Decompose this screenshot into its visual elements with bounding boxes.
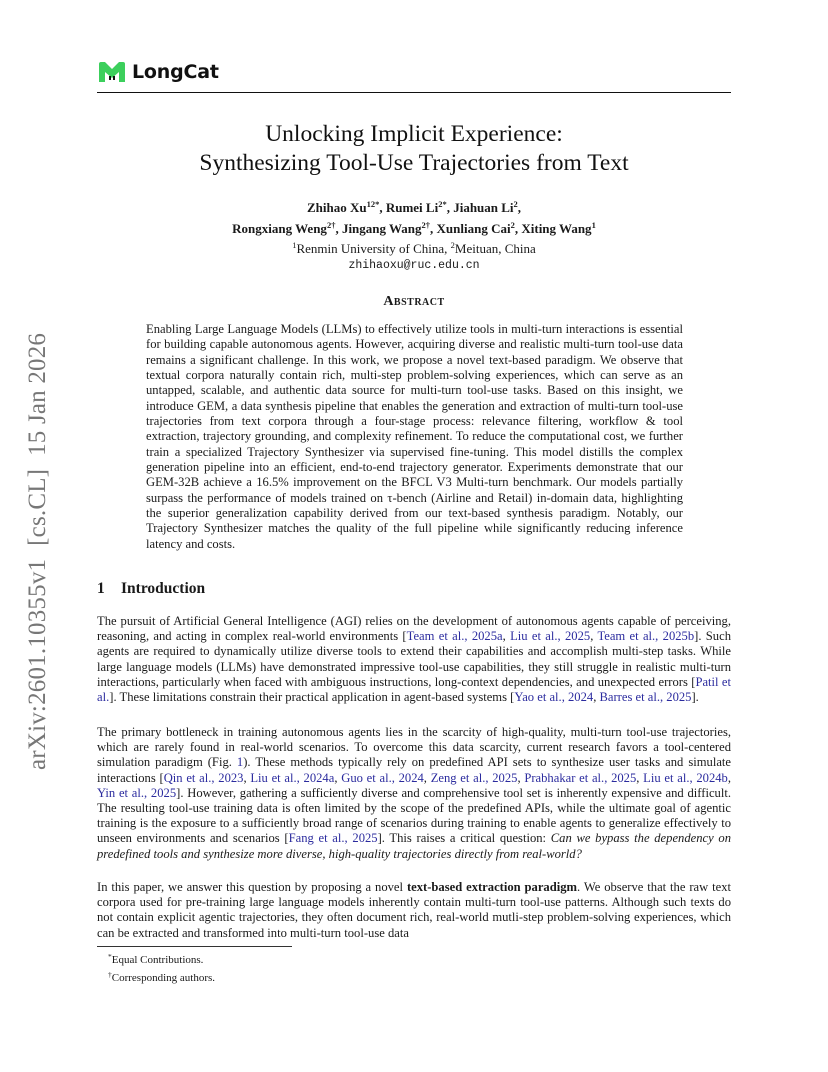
citation-link[interactable]: Prabhakar et al., 2025 <box>524 770 637 785</box>
paper-title <box>97 120 731 178</box>
section-heading-introduction <box>97 580 205 598</box>
intro-paragraph-2: The primary bottleneck in training autonomous agents lies in the scarcity of high-quality, multi-turn tool-use trajectories, which are rarely found in real-world scenarios. To overcome this data scarcity, current research favors a tool-centered simulation paradigm (Fig. 1). These methods typically rely on predefined API sets to synthesize user tasks and simulate interactions [Qin et al., 2023, Liu et al., 2024a, Guo et al., 2024, Zeng et al., 2025, Prabhakar et al., 2025, Liu et al., 2024b, Yin et al., 2025]. However, gathering a sufficiently diverse and comprehensive tool set is inherently expensive and difficult. The resulting tool-use training data is often limited by the scope of the predefined APIs, while the ultimate goal of agentic training is the exposure to a sufficiently broad range of scenarios during training to enable agents to generalize effectively to unseen environments and scenarios [Fang et al., 2025]. This raises a critical question: Can we bypass the dependency on predefined tools and synthesize more diverse, high-quality trajectories directly from real-world? <box>97 725 731 861</box>
title-line-1: Unlocking Implicit Experience: <box>265 121 563 147</box>
abstract-heading: Abstract <box>383 294 445 309</box>
author-name: Jingang Wang <box>341 220 422 236</box>
key-term: text-based extraction paradigm <box>406 880 578 894</box>
affiliation: Meituan, China <box>454 241 536 256</box>
logo-text: LongCat <box>132 61 219 83</box>
page-header <box>97 58 731 93</box>
abstract-text: Enabling Large Language Models (LLMs) to effectively utilize tools in multi-turn interactions is essential for building capable autonomous agents. However, acquiring diverse and realistic multi-turn tool-use data remains a significant challenge. In this work, we propose a novel text-based paradigm. We observe that textual corpora naturally contain rich, multi-step problem-solving experiences, which can serve as an untapped, scalable, and authentic data source for multi-turn tool-use tasks. Based on this insight, we introduce GEM, a data synthesis pipeline that enables the generation and extraction of multi-turn tool-use trajectories from text corpora through a four-stage process: relevance filtering, workflow & tool extraction, trajectory grounding, and complexity refinement. To reduce the computational cost, we further train a specialized Trajectory Synthesizer via supervised fine-tuning. This model distills the complex generation pipeline into an efficient, end-to-end trajectory generator. Experiments demonstrate that our GEM-32B achieve a 16.5% improvement on the BFCL V3 Multi-turn benchmark. Our models partially surpass the performance of models trained on τ-bench (Airline and Retail) in-domain data, highlighting the superior generalization capability derived from our text-based synthesis paradigm. Notably, our Trajectory Synthesizer matches the quality of the full pipeline while significantly reducing inference latency and costs. <box>146 322 683 551</box>
contact-email[interactable]: zhihaoxu@ruc.edu.cn <box>348 258 480 272</box>
author-name: Jiahuan Li <box>453 200 514 215</box>
affiliations: $^1$Renmin University of China, $^2$Meituan, China <box>292 240 536 256</box>
citation-link[interactable]: Fang et al., 2025 <box>288 831 378 846</box>
citation-link[interactable]: Yao et al., 2024 <box>514 690 594 705</box>
footnote-divider <box>97 946 292 947</box>
section-title: Introduction <box>121 580 206 597</box>
citation-link[interactable]: Yin et al., 2025 <box>97 785 177 800</box>
author-name: Rumei Li <box>385 200 439 215</box>
longcat-cat-icon <box>97 61 127 83</box>
citation-link[interactable]: Liu et al., 2024a <box>250 770 335 785</box>
citation-link[interactable]: Liu et al., 2025 <box>510 629 591 644</box>
research-question: Can we bypass the dependency on predefined tools and synthesize more diverse, high-quality trajectories directly from real-world? <box>97 831 731 861</box>
citation-link[interactable]: Liu et al., 2024b <box>643 770 728 785</box>
figure-reference-link[interactable]: 1 <box>236 755 244 770</box>
footnote: *Equal Contributions. <box>108 952 204 966</box>
intro-paragraph-3: In this paper, we answer this question by proposing a novel text-based extraction paradigm. We observe that the raw text corpora used for pre-training large language models inherently contain multi-turn tool-use patterns. Although such texts do not contain explicit agentic trajectories, they often document rich, real-world mutli-step problem-solving experiences, which can be extracted and transformed into multi-turn tool-use data <box>97 880 731 940</box>
author-name: Rongxiang Weng <box>232 220 327 236</box>
author-block <box>97 196 731 274</box>
section-number: 1 <box>97 580 105 597</box>
author-name: Xiting Wang <box>521 220 592 236</box>
footnote: †Corresponding authors. <box>108 969 216 984</box>
title-line-2: Synthesizing Tool-Use Trajectories from Text <box>199 150 629 176</box>
citation-link[interactable]: Team et al., 2025b <box>597 629 695 644</box>
footnotes <box>108 950 215 985</box>
author-name: Xunliang Cai <box>436 220 511 236</box>
citation-link[interactable]: Barres et al., 2025 <box>599 690 692 705</box>
citation-link[interactable]: Team et al., 2025a <box>406 629 503 644</box>
citation-link[interactable]: Patil et al. <box>97 674 732 705</box>
author-names-line-1: Zhihao $Xu^{12*}$, Rumei $Li^{2*}$, Jiahuan Li$^2$, <box>306 199 522 215</box>
affiliation: Renmin University of China <box>296 241 445 256</box>
author-name: Zhihao Xu <box>306 200 367 215</box>
citation-link[interactable]: Qin et al., 2023 <box>163 770 244 785</box>
author-names-line-2: Rongxiang Weng$^{2\dagger}$, Jingang Wang$^{2\dagger}$, Xunliang Cai$^2$, Xiting Wang$^1$ <box>232 219 596 236</box>
citation-link[interactable]: Guo et al., 2024 <box>341 770 424 785</box>
arxiv-identifier-stamp: arXiv:2601.10355v1 [cs.CL] 15 Jan 2026 <box>24 332 51 770</box>
citation-link[interactable]: Zeng et al., 2025 <box>430 770 518 785</box>
longcat-logo <box>97 61 219 83</box>
intro-paragraph-1: The pursuit of Artificial General Intelligence (AGI) relies on the development of autonomous agents capable of perceiving, reasoning, and acting in complex real-world environments [Team et al., 2025a, Liu et al., 2025, Team et al., 2025b]. Such agents are required to dynamically utilize diverse tools to extend their capabilities and accomplish multi-step tasks. While large language models (LLMs) have demonstrated impressive tool-use capabilities, they still struggle in realistic multi-turn interactions, particularly when faced with ambiguous instructions, long-context dependencies, and unexpected errors [Patil et al.]. These limitations constrain their practical application in agent-based systems [Yao et al., 2024, Barres et al., 2025]. <box>97 614 732 705</box>
